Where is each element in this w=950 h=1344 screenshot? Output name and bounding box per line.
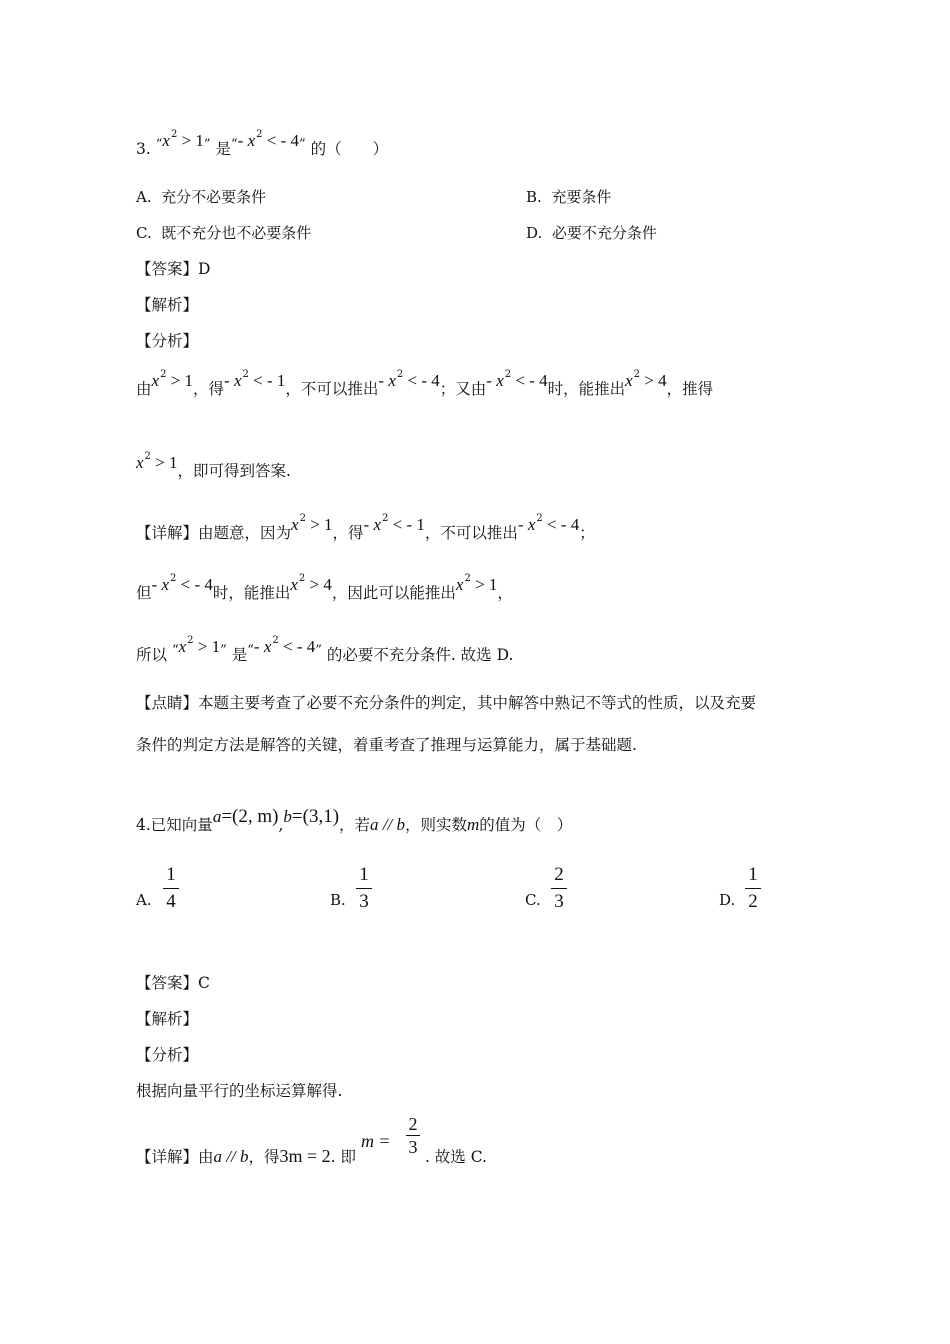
q3-fenxi-line1: 由$x^2 > 1$，得- $x^2$ < - 1，不可以推出- $x^2$ < - 4；又由- $x^2$ < - 4时，能推出$x^2 > 4$，推得: [136, 369, 714, 398]
q4-option-b-label: B.: [330, 891, 346, 909]
q4-option-a-fraction: 1 4: [160, 864, 182, 913]
q4-detail: 【详解】由a // b，得3m = 2. 即 m = 2 3 . 故选 C.: [136, 1114, 487, 1166]
q4-option-c-fraction: 2 3: [548, 864, 570, 913]
q4-analysis-heading: 【解析】: [136, 1010, 199, 1028]
q3-comment-line1: 【点睛】本题主要考查了必要不充分条件的判定，其中解答中熟记不等式的性质，以及充要: [136, 694, 757, 712]
q3-stem: 3. $^“x^2 > 1^”$ 是“- $x^2$ < - 4” 的（ ）: [136, 129, 389, 158]
q4-answer: 【答案】C: [136, 974, 210, 992]
question-number: 4.: [136, 816, 151, 834]
q4-option-d-label: D.: [719, 891, 736, 909]
q4-fenxi-text: 根据向量平行的坐标运算解得.: [136, 1082, 343, 1100]
q3-option-d: D. 必要不充分条件: [526, 224, 657, 242]
q3-fenxi-line2: $x^2 > 1$，即可得到答案.: [136, 451, 291, 480]
m-fraction: m = 2 3: [361, 1140, 425, 1162]
q3-detail-line3: 所以 $^“x^2 > 1^”$ 是“- $x^2$ < - 4” 的必要不充分条件. 故选 D.: [136, 635, 514, 664]
q3-fenxi-heading: 【分析】: [136, 332, 199, 350]
q4-option-c-label: C.: [525, 891, 541, 909]
q4-fenxi-heading: 【分析】: [136, 1046, 199, 1064]
q4-stem: 4.已知向量a=(2, m),b=(3,1)，若a // b，则实数m的值为（ ）: [136, 806, 573, 834]
question-number: 3.: [136, 140, 151, 158]
q3-answer: 【答案】D: [136, 260, 211, 278]
q4-option-a-label: A.: [136, 891, 152, 909]
q3-analysis-heading: 【解析】: [136, 296, 199, 314]
q3-option-c: C. 既不充分也不必要条件: [136, 224, 312, 242]
q4-option-d-fraction: 1 2: [742, 864, 764, 913]
q3-option-a: A. 充分不必要条件: [136, 188, 267, 206]
q3-option-b: B. 充要条件: [526, 188, 612, 206]
q3-detail-line1: 【详解】由题意，因为$x^2 > 1$，得- $x^2$ < - 1，不可以推出- $x^2$ < - 4；: [136, 513, 595, 542]
q4-option-b-fraction: 1 3: [353, 864, 375, 913]
q3-comment-line2: 条件的判定方法是解答的关键，着重考查了推理与运算能力，属于基础题.: [136, 736, 637, 754]
q3-detail-line2: 但- $x^2$ < - 4时，能推出$x^2 > 4$，因此可以能推出$x^2 > 1$，: [136, 573, 513, 602]
